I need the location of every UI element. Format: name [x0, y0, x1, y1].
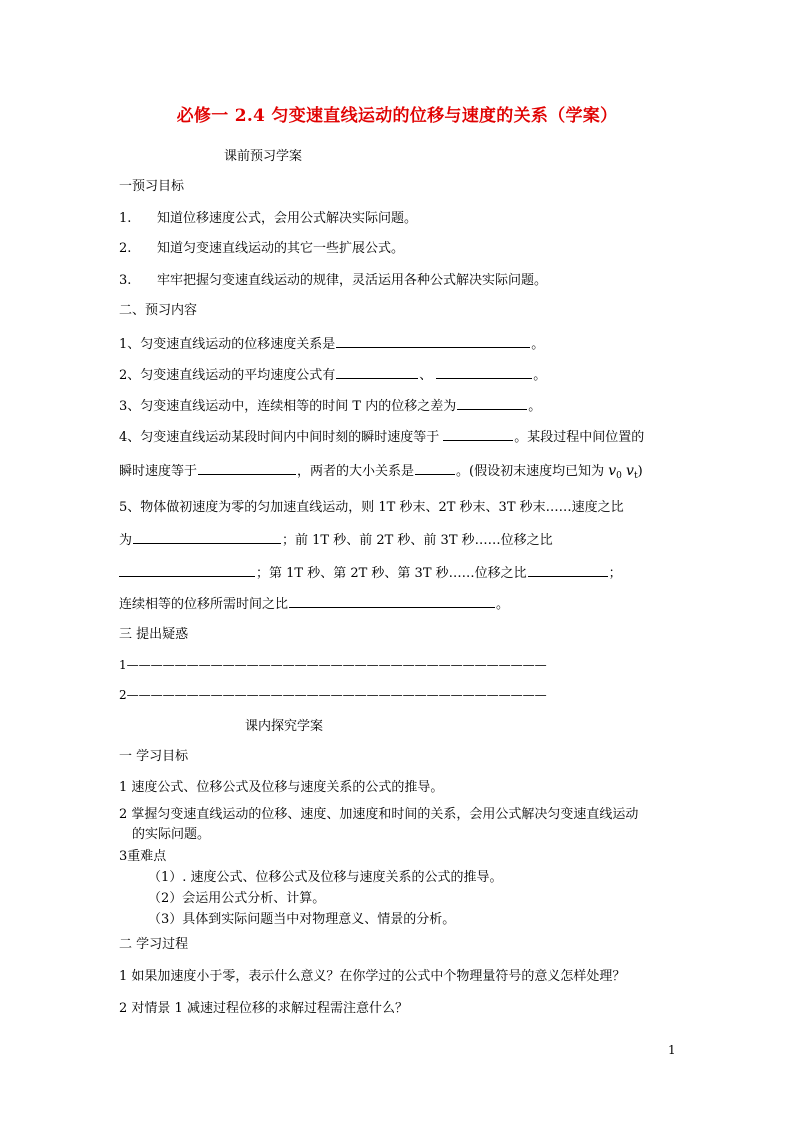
preview-section-header: 课前预习学案 — [224, 149, 303, 164]
goal-item-2 — [119, 240, 405, 258]
goal-item-number: 3. — [119, 273, 132, 288]
punctuation: 。 — [533, 368, 547, 383]
question-5-line-3 — [119, 563, 622, 583]
process-question-1: 1 如果加速度小于零，表示什么意义？在你学过的公式中个物理量符号的意义怎样处理？ — [119, 969, 626, 984]
punctuation: ) — [637, 464, 643, 479]
initial-velocity-symbol: $v_0$ — [608, 463, 622, 481]
answer-blank[interactable] — [336, 334, 530, 348]
questions-heading: 三 提出疑惑 — [119, 627, 189, 642]
punctuation: 。 — [531, 337, 545, 352]
question-5-line-4 — [119, 594, 509, 614]
question-text: ；第 1T 秒、第 2T 秒、第 3T 秒……位移之比 — [256, 566, 527, 581]
answer-blank[interactable] — [436, 365, 532, 379]
goal-item-text: 牢牢把握匀变速直线运动的规律，灵活运用各种公式解决实际问题。 — [157, 273, 548, 288]
punctuation: 、 — [419, 368, 433, 383]
learning-goal-2: 2 掌握匀变速直线运动的位移、速度、加速度和时间的关系，会用公式解决匀变速直线运动 — [119, 807, 639, 822]
punctuation: ； — [608, 566, 622, 581]
preview-content-heading: 二、预习内容 — [119, 303, 198, 318]
question-text: 瞬时速度等于 — [119, 464, 198, 479]
answer-blank[interactable] — [528, 563, 608, 577]
question-text: ；前 1T 秒、前 2T 秒、前 3T 秒……位移之比 — [282, 533, 553, 548]
question-2 — [119, 365, 546, 385]
question-text: 。某段过程中间位置的 — [514, 430, 645, 445]
question-text: 3、匀变速直线运动中，连续相等的时间 T 内的位移之差为 — [119, 399, 457, 414]
answer-blank[interactable] — [443, 427, 513, 441]
preview-goals-heading: 一预习目标 — [119, 179, 185, 194]
answer-blank[interactable] — [198, 461, 296, 475]
key-point-2: （2）会运用公式分析、计算。 — [148, 891, 326, 906]
question-line-1[interactable]: 1——————————————————————————————————— — [119, 658, 547, 672]
goal-item-number: 2. — [119, 241, 132, 256]
goal-item-text: 知道匀变速直线运动的其它一些扩展公式。 — [157, 241, 405, 256]
learning-goal-2-cont: 的实际问题。 — [132, 827, 211, 842]
key-point-1: （1）. 速度公式、位移公式及位移与速度关系的公式的推导。 — [148, 870, 503, 885]
question-5-line-2 — [119, 530, 553, 550]
question-text: 。(假设初末速度均已知为 — [456, 464, 605, 479]
learning-goal-1: 1 速度公式、位移公式及位移与速度关系的公式的推导。 — [119, 780, 444, 795]
process-question-2: 2 对情景 1 减速过程位移的求解过程需注意什么？ — [119, 1001, 408, 1016]
punctuation: 。 — [496, 597, 510, 612]
question-5-line-1: 5、物体做初速度为零的匀加速直线运动，则 1T 秒末、2T 秒末、3T 秒末……速度之比 — [119, 500, 624, 515]
question-text: 1、匀变速直线运动的位移速度关系是 — [119, 337, 336, 352]
question-4-line-2 — [119, 461, 643, 485]
question-text: 连续相等的位移所需时间之比 — [119, 597, 289, 612]
answer-blank[interactable] — [457, 396, 527, 410]
answer-blank[interactable] — [133, 530, 281, 544]
question-4-line-1 — [119, 427, 644, 447]
answer-blank[interactable] — [119, 563, 255, 577]
answer-blank[interactable] — [336, 365, 418, 379]
answer-blank[interactable] — [415, 461, 455, 475]
question-text: ，两者的大小关系是 — [297, 464, 415, 479]
answer-blank[interactable] — [289, 594, 495, 608]
goal-item-number: 1. — [119, 211, 132, 226]
question-text: 2、匀变速直线运动的平均速度公式有 — [119, 368, 336, 383]
question-text: 为 — [119, 533, 133, 548]
question-1 — [119, 334, 544, 354]
learning-process-heading: 二 学习过程 — [119, 937, 189, 952]
inclass-section-header: 课内探究学案 — [245, 719, 324, 734]
goal-item-1 — [119, 210, 418, 228]
goal-item-3 — [119, 272, 548, 290]
page-number: 1 — [668, 1043, 676, 1057]
question-3 — [119, 396, 541, 416]
punctuation: 。 — [528, 399, 542, 414]
learning-goal-3: 3重难点 — [119, 849, 167, 864]
question-line-2[interactable]: 2——————————————————————————————————— — [119, 688, 547, 702]
key-point-3: （3）具体到实际问题当中对物理意义、情景的分析。 — [148, 912, 456, 927]
goal-item-text: 知道位移速度公式，会用公式解决实际问题。 — [157, 211, 418, 226]
final-velocity-symbol: $v_t$ — [626, 463, 638, 481]
question-text: 4、匀变速直线运动某段时间内中间时刻的瞬时速度等于 — [119, 430, 440, 445]
learning-goals-heading: 一 学习目标 — [119, 749, 189, 764]
document-title: 必修一 2.4 匀变速直线运动的位移与速度的关系（学案） — [176, 106, 618, 126]
